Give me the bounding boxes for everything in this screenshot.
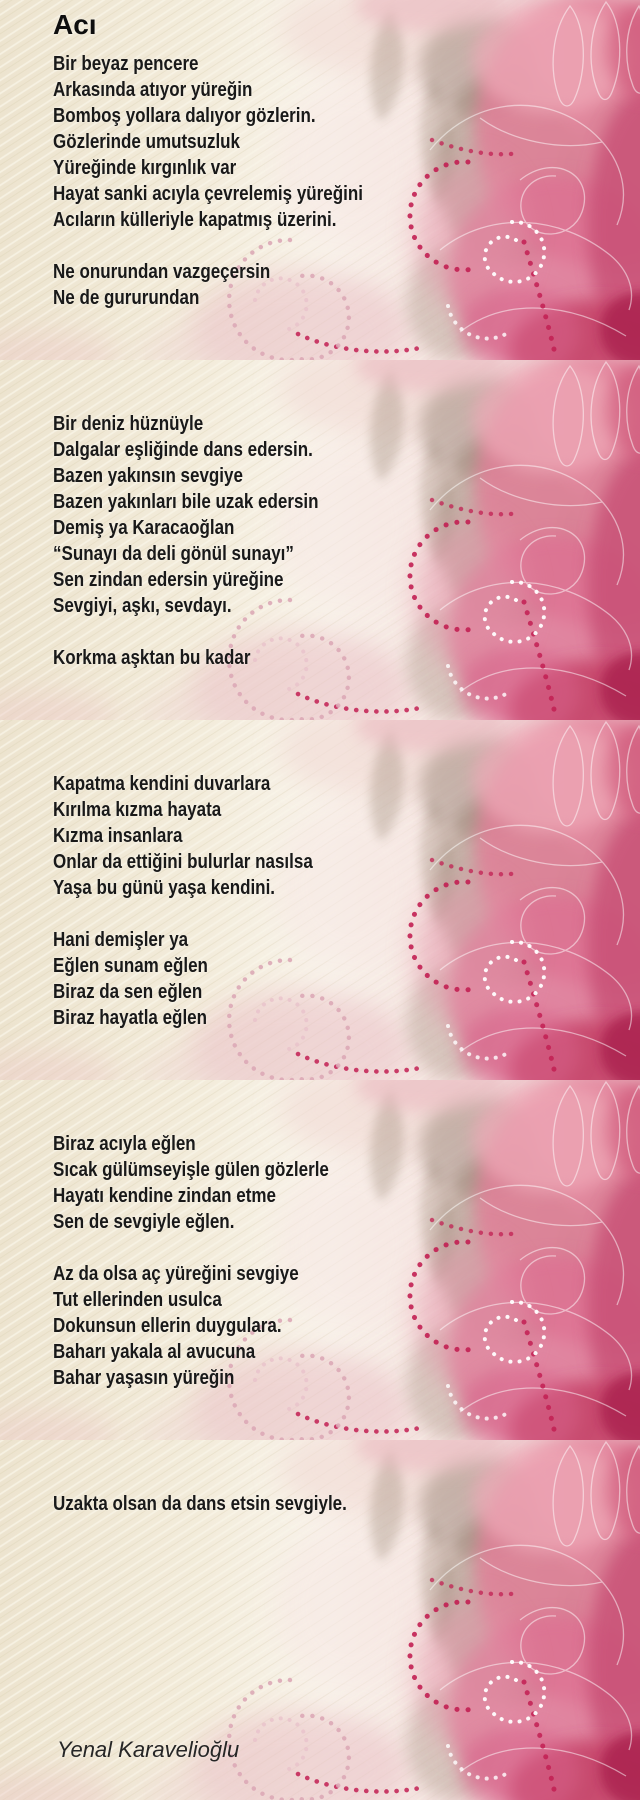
- poem-line: Bir deniz hüznüyle: [53, 413, 204, 435]
- author-signature: Yenal Karavelioğlu: [57, 1737, 240, 1762]
- poem-line: Dokunsun ellerin duygulara.: [53, 1315, 282, 1337]
- poem-line: Ne onurundan vazgeçersin: [53, 261, 271, 283]
- poem-line: [53, 901, 631, 927]
- poem-line: Baharı yakala al avucuna: [53, 1341, 256, 1363]
- stanza-group-3: [53, 771, 631, 1031]
- stanza-group-1: [53, 51, 631, 311]
- poem-line: Hani demişler ya: [53, 929, 189, 951]
- poem-line: Korkma aşktan bu kadar: [53, 647, 251, 669]
- poem-title: Acı: [53, 9, 97, 40]
- poem-line: Hayat sanki acıyla çevrelemiş yüreğini: [53, 183, 363, 205]
- poem-line: Hayatı kendine zindan etme: [53, 1185, 276, 1207]
- poem-line: Ne de gururundan: [53, 287, 200, 309]
- poem-line: [53, 619, 631, 645]
- poem-section-4: [0, 1080, 640, 1440]
- poem-line: Bazen yakınları bile uzak edersin: [53, 491, 319, 513]
- poem-line: Biraz acıyla eğlen: [53, 1133, 196, 1155]
- poem-line: Bazen yakınsın sevgiye: [53, 465, 243, 487]
- poem-line: Eğlen sunam eğlen: [53, 955, 208, 977]
- poem-line: Bahar yaşasın yüreğin: [53, 1367, 235, 1389]
- poem-line: Onlar da ettiğini bulurlar nasılsa: [53, 851, 313, 873]
- poem-line: [53, 1235, 631, 1261]
- poem-line: Az da olsa aç yüreğini sevgiye: [53, 1263, 299, 1285]
- poem-line: Yaşa bu günü yaşa kendini.: [53, 877, 276, 899]
- poem-line: Tut ellerinden usulca: [53, 1289, 222, 1311]
- stanza-group-4: [53, 1131, 631, 1391]
- poem-line: Sevgiyi, aşkı, sevdayı.: [53, 595, 232, 617]
- poem-section-5: [0, 1440, 640, 1800]
- poem-line: Yüreğinde kırgınlık var: [53, 157, 237, 179]
- stanza-group-5: [53, 1491, 631, 1517]
- poem-line: Sıcak gülümseyişle gülen gözlerle: [53, 1159, 329, 1181]
- poem-section-1: [0, 0, 640, 360]
- poem-line: Uzakta olsan da dans etsin sevgiyle.: [53, 1493, 347, 1515]
- poem-line: Kızma insanlara: [53, 825, 183, 847]
- poem-line: Kapatma kendini duvarlara: [53, 773, 271, 795]
- poem-line: Sen de sevgiyle eğlen.: [53, 1211, 235, 1233]
- poem-line: Dalgalar eşliğinde dans edersin.: [53, 439, 313, 461]
- poem-line: “Sunayı da deli gönül sunayı”: [53, 543, 294, 565]
- poem-line: [53, 233, 631, 259]
- poem-line: Bomboş yollara dalıyor gözlerin.: [53, 105, 316, 127]
- poem-line: Biraz hayatla eğlen: [53, 1007, 208, 1029]
- poem-section-2: [0, 360, 640, 720]
- poem-line: Kırılma kızma hayata: [53, 799, 222, 821]
- poem-line: Arkasında atıyor yüreğin: [53, 79, 253, 101]
- poem-line: Bir beyaz pencere: [53, 53, 199, 75]
- stanza-group-2: [53, 411, 631, 671]
- poem-line: Gözlerinde umutsuzluk: [53, 131, 241, 153]
- poem-line: Biraz da sen eğlen: [53, 981, 203, 1003]
- poem-line: Demiş ya Karacaoğlan: [53, 517, 235, 539]
- poem-section-3: [0, 720, 640, 1080]
- poem-line: Acıların külleriyle kapatmış üzerini.: [53, 209, 337, 231]
- poem-line: Sen zindan edersin yüreğine: [53, 569, 284, 591]
